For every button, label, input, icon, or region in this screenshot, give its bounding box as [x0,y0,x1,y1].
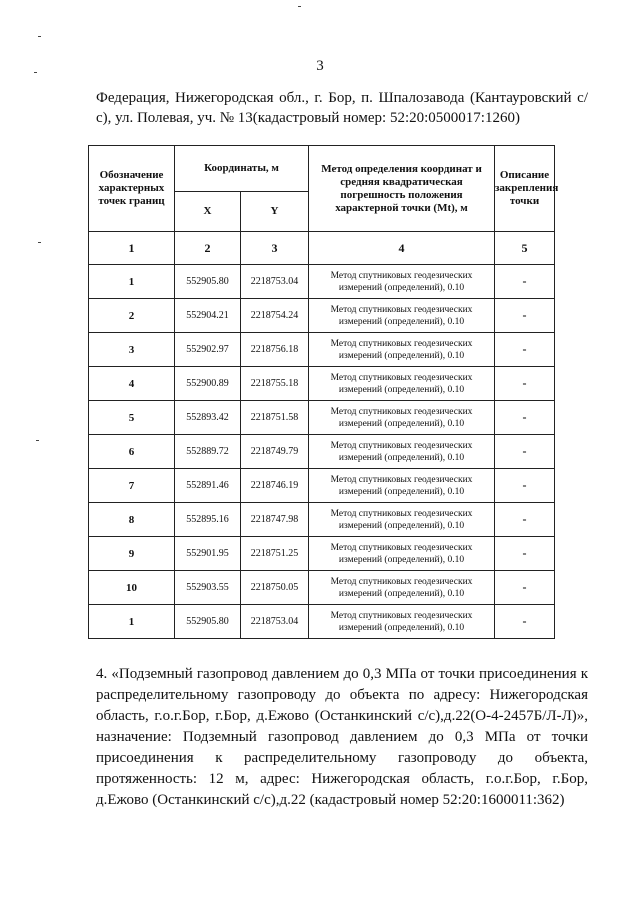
point-cell: 8 [89,503,175,537]
x-cell: 552891.46 [175,469,241,503]
table-row [89,265,555,299]
scan-mark [38,242,41,243]
description-cell: - [495,367,555,401]
table-row [89,333,555,367]
y-cell: 2218747.98 [241,503,309,537]
method-cell: Метод спутниковых геодезических измерений (определений), 0.10 [309,435,495,469]
header-method: Метод определения координат и средняя квадратическая погрешность положения характерной точки (Mt), м [309,146,495,232]
point-cell: 6 [89,435,175,469]
y-cell: 2218749.79 [241,435,309,469]
description-cell: - [495,503,555,537]
table-row [89,537,555,571]
description-cell: - [495,333,555,367]
point-cell: 1 [89,605,175,639]
table-row [89,503,555,537]
column-number-row [89,232,555,265]
x-cell: 552902.97 [175,333,241,367]
y-cell: 2218755.18 [241,367,309,401]
point-cell: 9 [89,537,175,571]
point-cell: 1 [89,265,175,299]
header-point: Обозначение характерных точек границ [89,146,175,232]
y-cell: 2218750.05 [241,571,309,605]
page-number: 3 [316,58,324,74]
column-number: 2 [175,232,241,265]
header-coords: Координаты, м [175,146,309,192]
table-row [89,571,555,605]
scan-mark [298,6,301,7]
point-cell: 7 [89,469,175,503]
method-cell: Метод спутниковых геодезических измерений (определений), 0.10 [309,537,495,571]
x-cell: 552900.89 [175,367,241,401]
method-cell: Метод спутниковых геодезических измерений (определений), 0.10 [309,265,495,299]
description-cell: - [495,571,555,605]
item-4-paragraph: 4. «Подземный газопровод давлением до 0,3 МПа от точки присоединения к распределительному газопроводу до объекта по адресу: Нижегородская область, г.о.г.Бор, г.Бор, д.Ежово (Останкинский с/с),д.22(О-4-2457Б/Л-Л)», назначение: Подземный газопровод давлением до 0,3 МПа от точки присоединения к распределительному газопроводу до объекта, протяженность: 12 м, адрес: Нижегородская область, г.о.г.Бор, г.Бор, д.Ежово (Останкинский с/с),д.22 (кадастровый номер 52:20:1600011:362) [96,666,588,808]
scan-mark [38,36,41,37]
x-cell: 552905.80 [175,605,241,639]
y-cell: 2218751.25 [241,537,309,571]
y-cell: 2218754.24 [241,299,309,333]
method-cell: Метод спутниковых геодезических измерений (определений), 0.10 [309,299,495,333]
description-cell: - [495,299,555,333]
table-row [89,469,555,503]
point-cell: 3 [89,333,175,367]
header-y: Y [241,192,309,232]
method-cell: Метод спутниковых геодезических измерений (определений), 0.10 [309,503,495,537]
coordinates-table [88,145,559,639]
point-cell: 5 [89,401,175,435]
description-cell: - [495,605,555,639]
x-cell: 552895.16 [175,503,241,537]
x-cell: 552904.21 [175,299,241,333]
description-cell: - [495,469,555,503]
point-cell: 4 [89,367,175,401]
intro-paragraph: Федерация, Нижегородская обл., г. Бор, п. Шпалозавода (Кантауровский с/с), ул. Полевая, уч. № 13(кадастровый номер: 52:20:0500017:1260) [96,90,588,126]
table-row [89,367,555,401]
method-cell: Метод спутниковых геодезических измерений (определений), 0.10 [309,401,495,435]
x-cell: 552893.42 [175,401,241,435]
column-number: 3 [241,232,309,265]
description-cell: - [495,435,555,469]
method-cell: Метод спутниковых геодезических измерений (определений), 0.10 [309,571,495,605]
method-cell: Метод спутниковых геодезических измерений (определений), 0.10 [309,469,495,503]
point-cell: 10 [89,571,175,605]
description-cell: - [495,265,555,299]
x-cell: 552901.95 [175,537,241,571]
description-cell: - [495,537,555,571]
column-number: 4 [309,232,495,265]
y-cell: 2218756.18 [241,333,309,367]
header-description: Описание закрепления точки [495,146,555,232]
point-cell: 2 [89,299,175,333]
table-row [89,605,555,639]
method-cell: Метод спутниковых геодезических измерений (определений), 0.10 [309,367,495,401]
table-row [89,401,555,435]
y-cell: 2218751.58 [241,401,309,435]
y-cell: 2218753.04 [241,265,309,299]
header-x: X [175,192,241,232]
x-cell: 552905.80 [175,265,241,299]
table-row [89,299,555,333]
description-cell: - [495,401,555,435]
y-cell: 2218753.04 [241,605,309,639]
method-cell: Метод спутниковых геодезических измерений (определений), 0.10 [309,333,495,367]
y-cell: 2218746.19 [241,469,309,503]
table-row [89,435,555,469]
column-number: 1 [89,232,175,265]
scan-mark [36,440,39,441]
column-number: 5 [495,232,555,265]
x-cell: 552889.72 [175,435,241,469]
method-cell: Метод спутниковых геодезических измерений (определений), 0.10 [309,605,495,639]
x-cell: 552903.55 [175,571,241,605]
